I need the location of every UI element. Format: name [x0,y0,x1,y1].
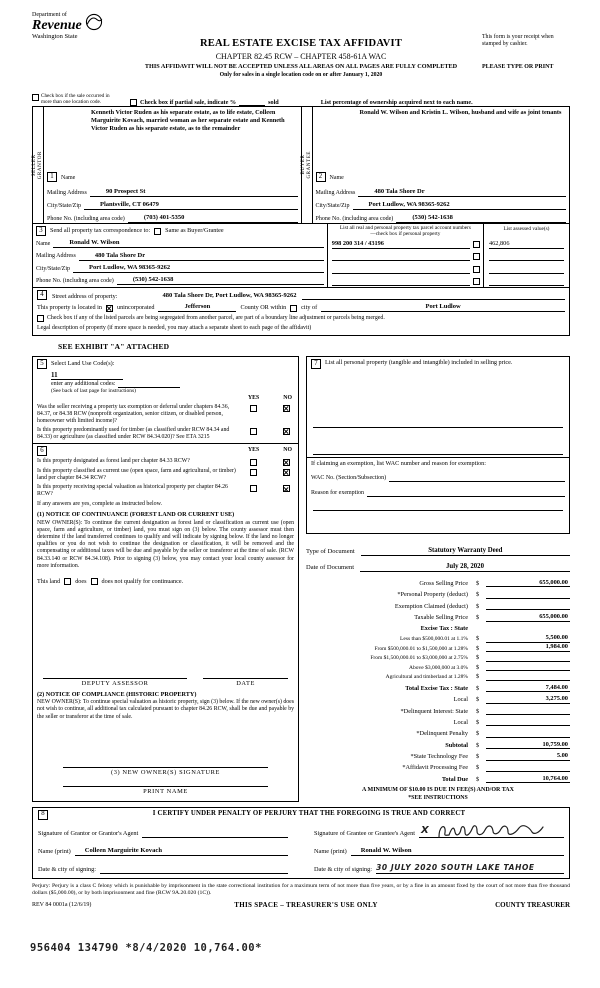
date-of-document-field[interactable]: July 28, 2020 [360,563,570,572]
seller-city-label: City/State/Zip [47,202,81,209]
dollar-sign: $ [476,684,480,692]
reason-for-exemption-field[interactable] [367,496,565,497]
delinquent-penalty-field[interactable] [486,737,570,738]
city-checkbox[interactable] [290,305,297,312]
exemption-claimed-label: Exemption Claimed (deduct) [394,602,468,610]
multi-location-note [32,94,120,106]
correspondence-intro-label: Send all property tax correspondence to: [50,227,151,235]
notice-continuance-body: NEW OWNER(S): To continue the current designation as forest land or classification as current use (open space, farm and agriculture, or timber) land, you must sign on (3) below. The county assessor must then determine if the land transferred continues to qualify and will indicate by signing below. If the land no longer qualifies or you do not wish to continue the designation or classification, it will be removed and the compensating or additional taxes will be due and payable by the seller or transferor at the time of sale. (RCW 84.33.140 or RCW 84.34.108). Prior to signing (3) below, you may contact your local county assessor for more information. [37,519,294,569]
tax-correspondence-box [33,224,328,287]
partial-sale-sold-label: sold [268,98,279,106]
tier3-field[interactable] [486,661,570,662]
see-instructions-note: *SEE INSTRUCTIONS [408,794,468,801]
state-technology-fee-field[interactable]: 5.00 [486,752,570,761]
buyer-role-label: BUYER [300,155,306,175]
type-of-document-field[interactable]: Statutory Warranty Deed [361,547,570,556]
dor-logo-mark-icon [85,13,103,31]
dor-logo [32,12,103,41]
dollar-sign: $ [476,730,480,738]
tier1-field[interactable]: 5,500.00 [486,634,570,643]
new-owner-signature-line[interactable]: (3) NEW OWNER(S) SIGNATURE [63,767,268,777]
grantor-name-print-label: Name (print) [38,847,71,855]
notice-compliance-title: (2) NOTICE OF COMPLIANCE (HISTORIC PROPERTY) [37,690,197,698]
partial-sale-percent-field[interactable] [239,99,265,106]
local-tax-field[interactable]: 3,275.00 [486,695,570,704]
same-as-buyer-checkbox[interactable] [154,228,161,235]
logo-washington-state: Washington State [32,33,78,41]
section-4 [32,288,570,336]
buyer-name-label: Name [329,174,344,181]
header-right [482,34,570,72]
sec6-q3-yes-checkbox[interactable] [250,485,257,492]
exemption-intro-label: If claiming an exemption, list WAC number and reason for exemption: [311,459,486,467]
grantee-signature-scribble [435,822,547,840]
dollar-sign: $ [476,613,480,621]
dollar-sign: $ [476,602,480,610]
city-field[interactable]: Port Ludlow [321,303,565,312]
assessed-value-field[interactable] [489,273,564,274]
seller-city-field[interactable]: Plantsville, CT 06479 [84,201,298,210]
logo-department-of: Department of [32,12,67,18]
section-3 [32,224,570,288]
if-yes-note: If any answers are yes, complete as instructed below. [37,501,162,508]
single-location-line: Only for sales in a single location code on or after January 1, 2020 [219,71,383,78]
dollar-sign: $ [476,696,480,704]
perjury-notice: Perjury: Perjury is a class C felony which is punishable by imprisonment in the state correctional institution for a maximum term of not more than five years, or by a fine in an amount fixed by the court of not more than five thousand dollars ($5,000.00), or by both imprisonment and fine (RCW 9A.20.020 (1C)). [32,882,570,896]
agricultural-timberland-label: Agricultural and timberland at 1.28% [385,674,468,681]
correspondence-phone-label: Phone No. (including area code) [36,277,114,284]
does-not-qualify-checkbox[interactable] [91,578,98,585]
tier4-label: Above $3,000,000 at 3.0% [409,664,468,671]
parcel-row [328,275,569,287]
agricultural-timberland-field[interactable] [486,680,570,681]
current-use-question: Is this property classified as current use (open space, farm and agricultural, or timber) land per chapter 84.34 RCW? [37,467,236,482]
section-5-number: 5 [37,359,47,369]
correspondence-phone-field[interactable]: (530) 542-1638 [117,276,324,285]
no-column-header: NO [283,394,292,401]
dollar-sign: $ [476,741,480,749]
personal-property-field[interactable] [313,445,563,455]
section-4-number: 4 [37,290,47,300]
form-revision-code: REV 84 0001a (12/6/19) [32,901,92,908]
delinquent-interest-local-label: Local [453,718,468,726]
logo-revenue: Revenue [32,18,82,34]
this-land-label: This land [37,578,61,586]
subtotal-label: Subtotal [445,741,468,749]
buyer-box [301,107,570,223]
forest-land-question: Is this property designated as forest land per chapter 84.33 RCW? [37,457,190,464]
taxable-selling-price-field[interactable]: 655,000.00 [486,613,570,622]
seller-box [33,107,301,223]
middle-columns [32,356,570,802]
parcel-3-personal-checkbox[interactable] [473,266,480,273]
see-back-note: (See back of last page for instructions) [51,388,136,395]
seller-mailing-field[interactable]: 90 Prospect St [90,188,298,197]
dollar-sign: $ [476,775,480,783]
section-7 [306,356,570,534]
sec6-q3-no-checkbox[interactable] [283,485,290,492]
dollar-sign: $ [476,644,480,652]
dollar-sign: $ [476,753,480,761]
total-due-field[interactable]: 10,764.00 [486,775,570,784]
dollar-sign: $ [476,663,480,671]
parcel-2-personal-checkbox[interactable] [473,253,480,260]
chapter-line: CHAPTER 82.45 RCW – CHAPTER 458-61A WAC [215,51,387,61]
type-of-document-label: Type of Document [306,548,355,556]
assessed-value-field[interactable] [489,285,564,286]
grantor-signature-column [38,820,288,874]
grantee-signature-x: X [420,824,430,836]
section-6-number: 6 [37,446,47,456]
grantee-signature-line[interactable] [419,824,564,838]
buyer-name-value[interactable]: Ronald W. Wilson and Kristin L. Wilson, husband and wife as joint tenants [359,109,562,116]
notice-compliance-body: NEW OWNER(S): To continue special valuation as historic property, sign (3) below. If the new owner(s) does not wish to continue, all additional tax calculated pursuant to chapter 84.26 RCW, shall be due and payable by the seller or transferor at the time of sale. [37,699,294,720]
header-center [116,38,486,79]
county-field[interactable]: Jefferson [158,303,236,312]
personal-property-label: List all personal property (tangible and intangible) included in selling price. [325,358,513,366]
same-as-buyer-label: Same as Buyer/Grantee [165,227,224,235]
parcel-header-line2: —check box if personal property [370,231,441,238]
delinquent-interest-state-field[interactable] [486,714,570,715]
seller-mailing-label: Mailing Address [47,189,87,196]
parcel-row [328,262,569,274]
ownership-note: List percentage of ownership acquired next to each name. [320,98,473,106]
dollar-sign: $ [476,764,480,772]
tier2-label: From $500,000.01 to $1,500,000 at 1.28% [374,645,468,652]
seller-role-strip [33,107,44,223]
street-address-label: Street address of property: [52,292,118,300]
state-technology-fee-label: *State Technology Fee [410,753,468,761]
correspondence-city-field[interactable]: Port Ludlow, WA 98365-9262 [73,264,324,273]
parcel-row [328,250,569,262]
assessor-date-line[interactable]: DATE [203,678,288,688]
section-8 [32,807,570,879]
county-or-within-label: County OR within [240,304,287,312]
correspondence-mailing-label: Mailing Address [36,253,76,260]
wac-number-label: WAC No. (Section/Subsection) [311,475,387,482]
grantor-role-label: GRANTOR [38,150,43,180]
reason-for-exemption-label: Reason for exemption [311,490,364,497]
yes-column-header: YES [248,447,260,454]
city-of-label: city of [301,304,318,312]
dollar-sign: $ [476,579,480,587]
sec5-q2-no-checkbox[interactable] [283,428,290,435]
footer-row [32,901,570,909]
delinquent-penalty-label: *Delinquent Penalty [416,730,468,738]
delinquent-interest-local-field[interactable] [486,725,570,726]
grantee-date-city-label: Date & city of signing: [314,865,373,873]
partial-sale-checkbox[interactable] [130,99,137,106]
assessed-values-header: List assessed value(s) [483,224,569,238]
total-due-label: Total Due [441,775,468,783]
located-in-label: This property is located in [37,304,102,312]
seller-phone-field[interactable]: (703) 401-5350 [128,214,298,223]
segregated-note: Check box if any of the listed parcels are being segregated from another parcel, are part of a boundary line adjustment or parcels being merged. [47,314,385,321]
dollar-sign: $ [476,707,480,715]
grantor-name-print-field[interactable]: Colleen Marguirite Kovach [84,846,162,854]
county-treasurer-label: COUNTY TREASURER [495,901,570,910]
buyer-city-label: City/State/Zip [315,202,350,209]
seller-role-label: SELLER [32,154,38,176]
land-use-code-field[interactable]: 11 [51,371,123,380]
section-1-number: 1 [47,172,57,182]
sec6-q2-no-checkbox[interactable] [283,469,290,476]
parcel-row [328,238,569,250]
sec6-q1-yes-checkbox[interactable] [250,459,257,466]
exemption-area [307,457,569,533]
buyer-role-strip [302,107,313,223]
deputy-assessor-signature-line[interactable]: DEPUTY ASSESSOR [43,678,187,688]
personal-property-deduct-label: *Personal Property (deduct) [397,591,468,599]
sec5-q2-yes-checkbox[interactable] [250,428,257,435]
seller-name-value[interactable]: Kenneth Victor Ruden as his separate estate, as to life estate, Colleen Marguirite Kovach, married woman as her separate estate and Kenneth Victor Ruden as his separate estate, as to the remainder [91,109,285,133]
certification-statement: I CERTIFY UNDER PENALTY OF PERJURY THAT THE FOREGOING IS TRUE AND CORRECT [152,810,466,818]
pre-row [32,87,570,106]
sec5-q1-yes-checkbox[interactable] [250,405,257,412]
exemption-deferral-question: Was the seller receiving a property tax exemption or deferral under chapters 84.36, 84.37, or 84.38 RCW (nonprofit organization, senior citizen, or disabled person, homeowner with limited income)? [37,403,230,424]
notice-continuance-title: (1) NOTICE OF CONTINUANCE (FOREST LAND OR CURRENT USE) [37,511,235,519]
buyer-city-field[interactable]: Port Ludlow, WA 98365-9262 [353,201,567,210]
does-not-label: does not qualify for continuance. [101,578,184,586]
legal-description-value: SEE EXHIBIT "A" ATTACHED [58,341,170,351]
section-3-number: 3 [36,226,46,236]
section-6 [32,444,299,802]
delinquent-interest-state-label: *Delinquent Interest: State [400,707,468,715]
form-header [32,12,570,86]
affidavit-processing-fee-field[interactable] [486,771,570,772]
dollar-sign: $ [476,673,480,681]
date-of-document-label: Date of Document [306,564,355,572]
tier1-label: Less than $500,000.01 at 1.1% [400,635,468,642]
buyer-phone-label: Phone No. (including area code) [315,215,394,222]
sec5-q1-no-checkbox[interactable] [283,405,290,412]
land-use-code-label: Select Land Use Code(s): [51,360,115,368]
dollar-sign: $ [476,634,480,642]
correspondence-mailing-field[interactable]: 480 Tala Shore Dr [79,252,324,261]
unincorporated-checkbox[interactable] [106,305,113,312]
does-qualify-checkbox[interactable] [64,578,71,585]
seller-name-label: Name [61,174,76,181]
segregated-checkbox[interactable] [37,315,44,322]
partial-sale-note [130,99,279,106]
reason-for-exemption-field[interactable] [313,497,563,511]
timber-agriculture-question: Is this property predominantly used for timber (as classified under RCW 84.34 and 84.33) or agriculture (as classified under RCW 84.34.020)? See ETA 3215 [37,426,230,440]
multi-location-checkbox[interactable] [32,94,39,101]
dollar-sign: $ [476,718,480,726]
grantor-date-city-field[interactable] [100,865,288,874]
wac-number-field[interactable] [389,481,565,482]
partial-sale-label: Check box if partial sale, indicate % [140,98,237,106]
gross-selling-price-field[interactable]: 655,000.00 [486,579,570,588]
correspondence-city-label: City/State/Zip [36,265,70,272]
grantor-signature-label: Signature of Grantor or Grantor's Agent [38,829,139,837]
excise-tax-state-header: Excise Tax : State [420,625,468,633]
yes-column-header: YES [248,394,260,401]
type-or-print-note: PLEASE TYPE OR PRINT [482,64,554,71]
parcel-4-personal-checkbox[interactable] [473,278,480,285]
parcel-1-personal-checkbox[interactable] [473,241,480,248]
receipt-note: This form is your receipt when stamped by cashier. [482,34,554,48]
page-title: REAL ESTATE EXCISE TAX AFFIDAVIT [199,38,403,49]
gross-selling-price-label: Gross Selling Price [419,579,468,587]
tier4-field[interactable] [486,670,570,671]
seller-phone-label: Phone No. (including area code) [47,215,125,222]
section-7-number: 7 [311,359,321,369]
treasurer-use-only-label: THIS SPACE – TREASURER'S USE ONLY [234,901,378,910]
total-excise-state-label: Total Excise Tax : State [405,684,468,692]
sec6-q1-no-checkbox[interactable] [283,459,290,466]
grantee-signature-label: Signature of Grantee or Grantee's Agent [314,829,415,837]
unincorporated-label: unincorporated [116,304,155,312]
historic-property-question: Is this property receiving special valuation as historical property per chapter 84.26 RCW? [37,484,228,498]
tier3-label: From $1,500,000.01 to $3,000,000 at 2.75% [370,655,468,662]
grantee-name-print-label: Name (print) [314,847,347,855]
local-tax-label: Local [453,696,468,704]
total-excise-state-field[interactable]: 7,484.00 [486,684,570,693]
section-5 [32,356,299,444]
cashier-stamp: 956404 134790 *8/4/2020 10,764.00* [30,942,262,954]
parcel-number-field[interactable] [332,260,470,261]
parcel-number-field[interactable] [332,273,470,274]
tier2-field[interactable]: 1,984.00 [486,643,570,652]
additional-codes-label: enter any additional codes: [51,380,116,387]
parcel-numbers-box [328,224,569,287]
subtotal-field[interactable]: 10,759.00 [486,741,570,750]
correspondence-name-field[interactable]: Ronald W. Wilson [53,239,323,248]
multi-location-label: Check box if the sale occurred in more than one location code. [41,93,110,106]
dollar-sign: $ [476,654,480,662]
sec6-q2-yes-checkbox[interactable] [250,469,257,476]
section-2-number: 2 [316,172,326,182]
taxable-selling-price-label: Taxable Selling Price [414,613,468,621]
assessed-value-field[interactable]: 462,806 [489,240,564,249]
dollar-sign: $ [476,591,480,599]
parcel-number-field[interactable]: 998 200 314 / 43196 [332,240,470,249]
grantee-name-print-field[interactable]: Ronald W. Wilson [360,846,412,854]
assessed-value-field[interactable] [489,260,564,261]
grantor-date-city-label: Date & city of signing: [38,865,97,873]
parties-section [32,106,570,224]
grantor-signature-line[interactable] [142,829,288,838]
warning-line: THIS AFFIDAVIT WILL NOT BE ACCEPTED UNLESS ALL AREAS ON ALL PAGES ARE FULLY COMPLETED [144,63,458,71]
personal-property-deduct-field[interactable] [486,598,570,599]
grantee-date-city-field[interactable]: 30 JULY 2020 SOUTH LAKE TAHOE [376,862,535,872]
minimum-fee-note: A MINIMUM OF $10.00 IS DUE IN FEE(S) AND/OR TAX [362,787,514,794]
affidavit-processing-fee-label: *Affidavit Processing Fee [402,764,468,772]
parcel-header-line1: List all real and personal property tax parcel account numbers [339,225,471,231]
exemption-claimed-field[interactable] [486,609,570,610]
grantee-signature-column [314,820,564,874]
buyer-mailing-field[interactable]: 480 Tala Shore Dr [358,188,566,197]
section-8-number: 8 [38,810,48,820]
tax-computation [306,576,570,802]
does-label: does [75,578,87,586]
buyer-phone-field[interactable]: (530) 542-1638 [396,214,566,223]
buyer-mailing-label: Mailing Address [315,189,356,196]
street-address-field[interactable]: 480 Tala Shore Dr, Port Ludlow, WA 98365-9262 [162,292,297,300]
print-name-line[interactable]: PRINT NAME [63,786,268,796]
grantee-role-label: GRANTEE [306,151,312,179]
no-column-header: NO [283,447,292,454]
legal-description-label: Legal description of property (if more space is needed, you may attach a separate sheet to each page of the affidavit) [37,324,312,331]
correspondence-name-label: Name [36,241,51,248]
parcel-number-field[interactable] [332,285,470,286]
personal-property-field[interactable] [313,418,563,428]
